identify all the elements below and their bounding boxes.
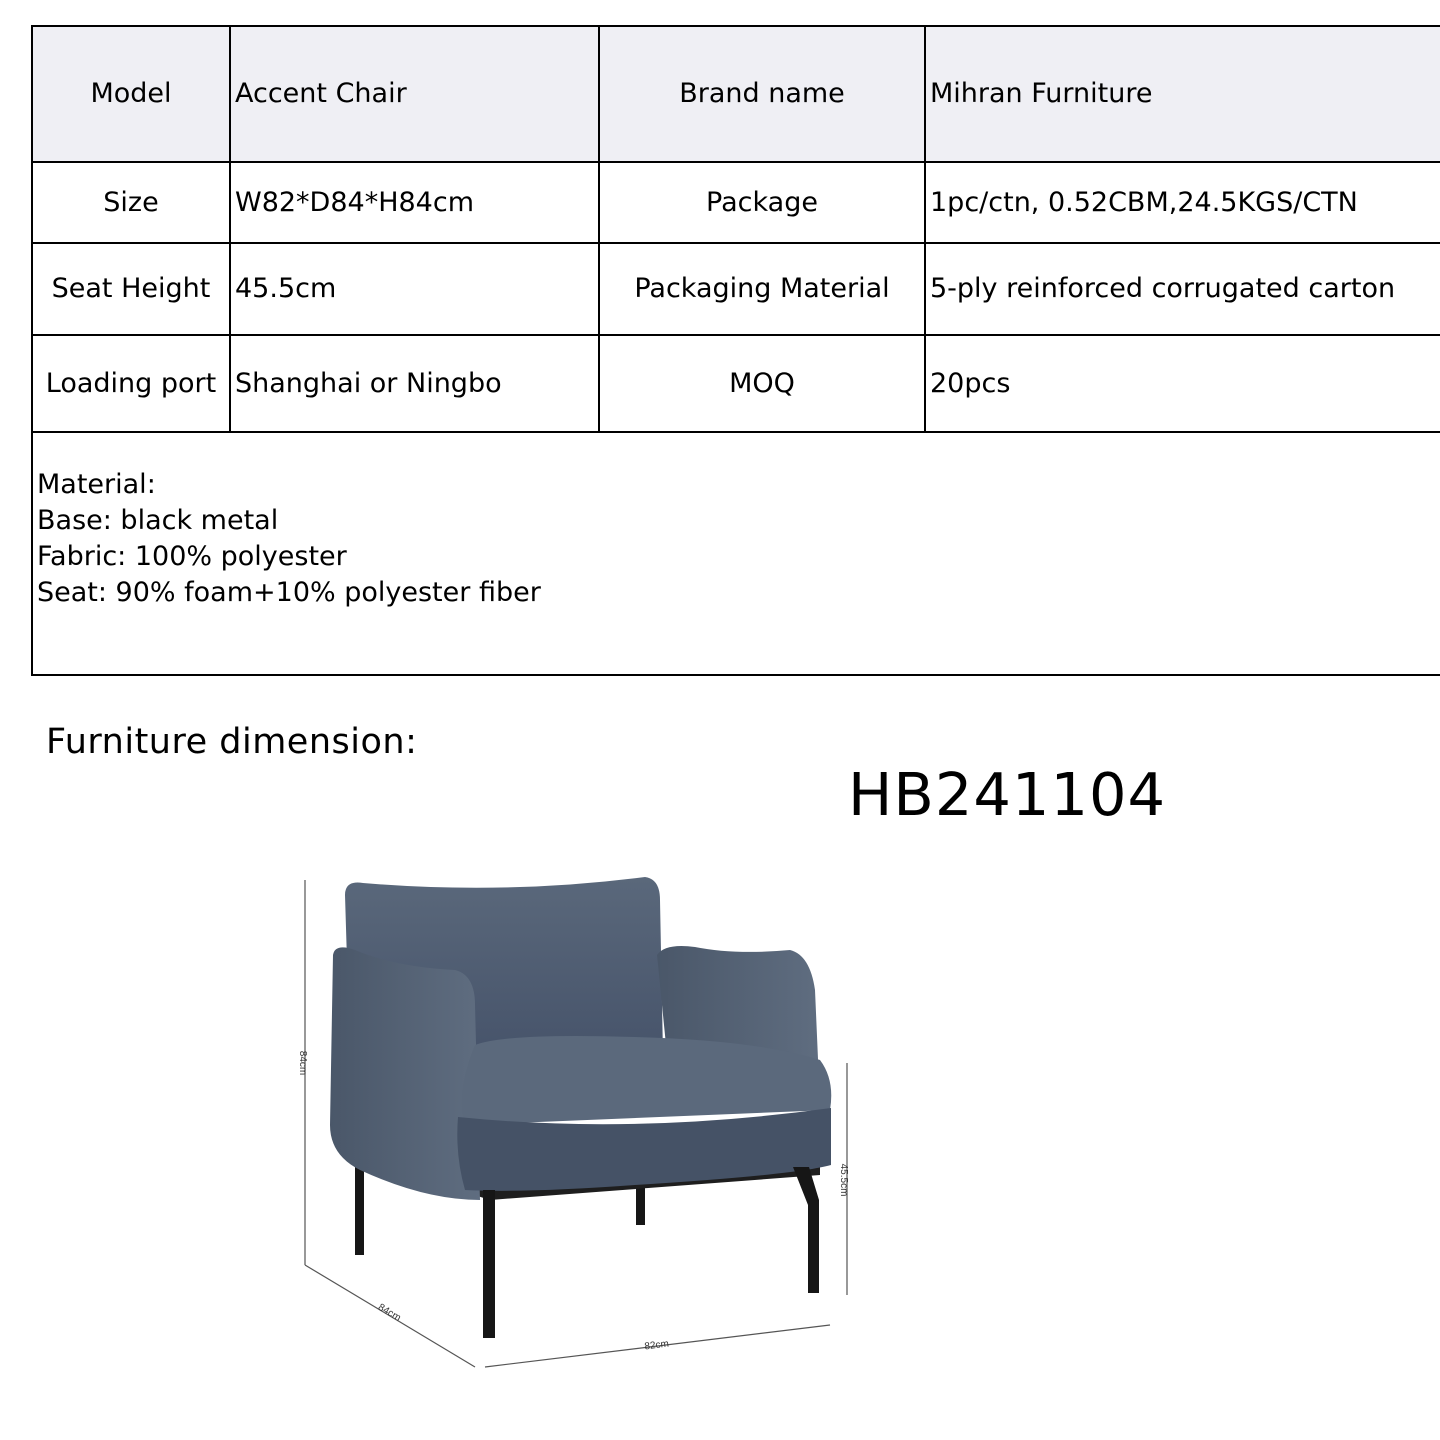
width-label: 82cm bbox=[643, 1338, 670, 1353]
model-code: HB241104 bbox=[848, 760, 1167, 829]
label-loading-port: Loading port bbox=[32, 335, 230, 432]
label-brand-name: Brand name bbox=[599, 26, 925, 162]
material-heading: Material: bbox=[37, 469, 156, 500]
table-row bbox=[32, 243, 1440, 335]
value-packaging-material: 5-ply reinforced corrugated carton bbox=[925, 243, 1440, 335]
label-seat-height: Seat Height bbox=[32, 243, 230, 335]
spec-table bbox=[31, 25, 1440, 676]
chair-dimension-photo bbox=[275, 805, 875, 1425]
value-loading-port: Shanghai or Ningbo bbox=[230, 335, 599, 432]
material-cell bbox=[32, 432, 1440, 675]
value-brand-name: Mihran Furniture bbox=[925, 26, 1440, 162]
material-seat: Seat: 90% foam+10% polyester fiber bbox=[37, 577, 541, 608]
seat-height-label: 45.5cm bbox=[838, 1163, 849, 1197]
chair-arm-left bbox=[330, 947, 480, 1200]
depth-label: 84cm bbox=[375, 1301, 403, 1324]
label-model: Model bbox=[32, 26, 230, 162]
label-moq: MOQ bbox=[599, 335, 925, 432]
label-packaging-material: Packaging Material bbox=[599, 243, 925, 335]
chair-illustration bbox=[330, 877, 831, 1338]
table-row bbox=[32, 162, 1440, 243]
value-package: 1pc/ctn, 0.52CBM,24.5KGS/CTN bbox=[925, 162, 1440, 243]
value-seat-height: 45.5cm bbox=[230, 243, 599, 335]
value-size: W82*D84*H84cm bbox=[230, 162, 599, 243]
height-label: 84cm bbox=[297, 1050, 308, 1076]
material-base: Base: black metal bbox=[37, 505, 279, 536]
label-package: Package bbox=[599, 162, 925, 243]
chair-leg-front-right bbox=[793, 1167, 819, 1293]
table-row bbox=[32, 335, 1440, 432]
table-row bbox=[32, 432, 1440, 675]
material-fabric: Fabric: 100% polyester bbox=[37, 541, 347, 572]
value-model: Accent Chair bbox=[230, 26, 599, 162]
dimension-heading: Furniture dimension: bbox=[46, 722, 418, 762]
chair-leg-front-left bbox=[483, 1190, 495, 1338]
value-moq: 20pcs bbox=[925, 335, 1440, 432]
label-size: Size bbox=[32, 162, 230, 243]
table-row bbox=[32, 26, 1440, 162]
